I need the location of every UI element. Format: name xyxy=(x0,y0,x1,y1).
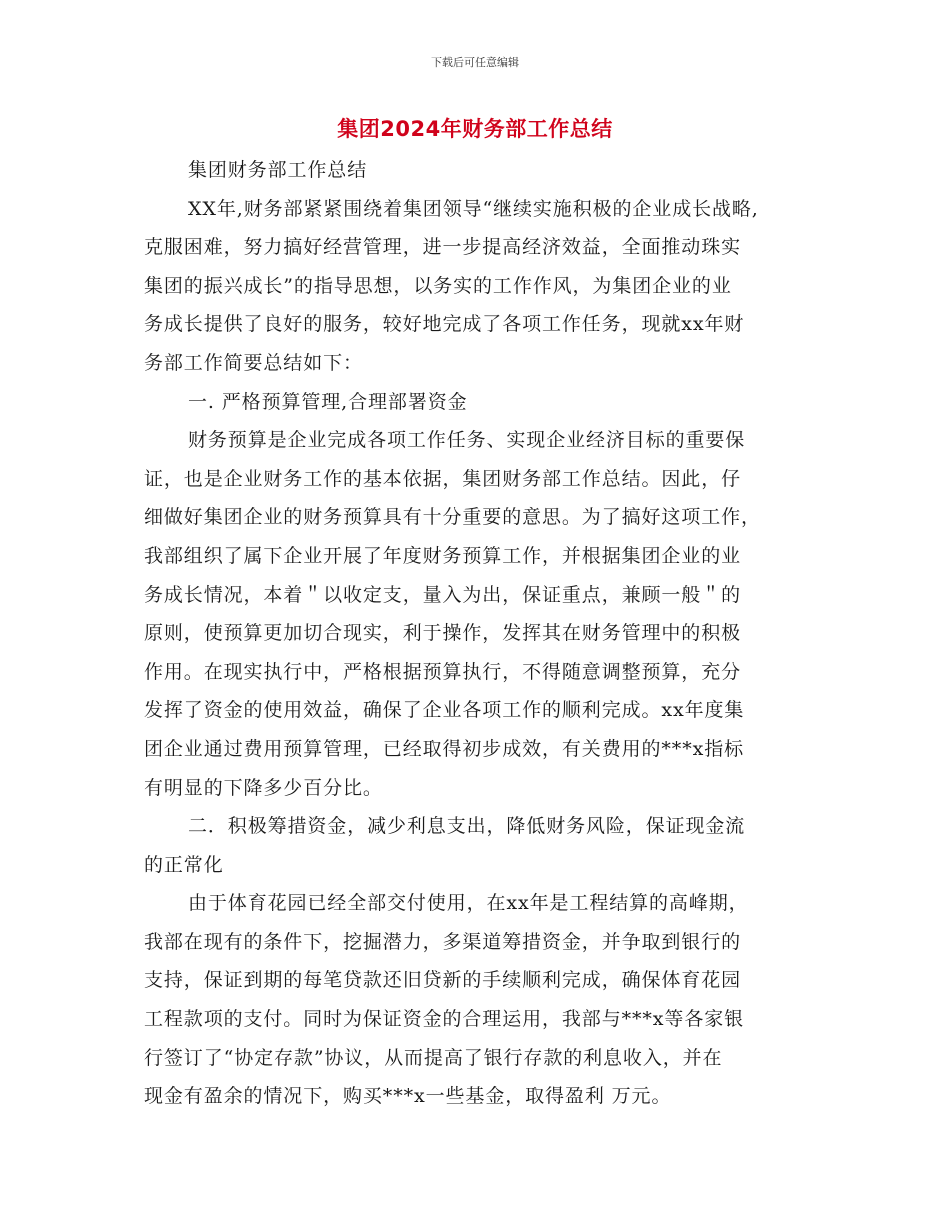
body-line: 有明显的下降多少百分比。 xyxy=(144,776,383,799)
body-line: 原则，使预算更加切合现实，利于操作，发挥其在财务管理中的积极 xyxy=(144,622,742,645)
document-body xyxy=(144,151,804,1116)
body-line: 我部在现有的条件下，挖掘潜力，多渠道筹措资金，并争取到银行的 xyxy=(144,930,742,953)
section-heading-1: 一. 严格预算管理,合理部署资金 xyxy=(188,390,468,413)
body-line: 由于体育花园已经全部交付使用，在xx年是工程结算的高峰期， xyxy=(188,892,749,915)
body-line: 发挥了资金的使用效益，确保了企业各项工作的顺利完成。xx年度集 xyxy=(144,699,745,722)
body-line: 我部组织了属下企业开展了年度财务预算工作，并根据集团企业的业 xyxy=(144,544,742,567)
body-line: 务成长情况，本着＂以收定支，量入为出，保证重点，兼顾一般＂的 xyxy=(144,583,742,606)
body-line: 细做好集团企业的财务预算具有十分重要的意思。为了搞好这项工作， xyxy=(144,506,761,529)
section-heading-2-cont: 的正常化 xyxy=(144,853,224,876)
body-line: 集团财务部工作总结 xyxy=(188,159,368,181)
body-line: 作用。在现实执行中，严格根据预算执行，不得随意调整预算，充分 xyxy=(144,660,742,683)
body-line: 务成长提供了良好的服务，较好地完成了各项工作任务，现就xx年财 xyxy=(144,313,745,336)
body-line: 财务预算是企业完成各项工作任务、实现企业经济目标的重要保 xyxy=(188,429,746,452)
body-line: 集团的振兴成长”的指导思想，以务实的工作作风，为集团企业的业 xyxy=(144,274,732,297)
body-line: 务部工作简要总结如下： xyxy=(144,351,363,374)
body-line: XX年,财务部紧紧围绕着集团领导“继续实施积极的企业成长战略, xyxy=(188,197,759,220)
body-line: 支持，保证到期的每笔贷款还旧贷新的手续顺利完成，确保体育花园 xyxy=(144,969,742,992)
body-line: 现金有盈余的情况下，购买***x一些基金，取得盈利 万元。 xyxy=(144,1085,672,1108)
header-note: 下载后可任意编辑 xyxy=(431,56,519,69)
body-line: 证，也是企业财务工作的基本依据，集团财务部工作总结。因此，仔 xyxy=(144,467,742,490)
body-line: 行签订了“协定存款”协议，从而提高了银行存款的利息收入，并在 xyxy=(144,1046,723,1069)
body-line: 克服困难，努力搞好经营管理，进一步提高经济效益，全面推动珠实 xyxy=(144,236,742,259)
body-line: 团企业通过费用预算管理，已经取得初步成效，有关费用的***x指标 xyxy=(144,737,745,760)
document-title: 集团2024年财务部工作总结 xyxy=(337,117,613,141)
body-line: 工程款项的支付。同时为保证资金的合理运用，我部与***x等各家银 xyxy=(144,1008,745,1031)
section-heading-2: 二．积极筹措资金，减少利息支出，降低财务风险，保证现金流 xyxy=(188,815,746,838)
